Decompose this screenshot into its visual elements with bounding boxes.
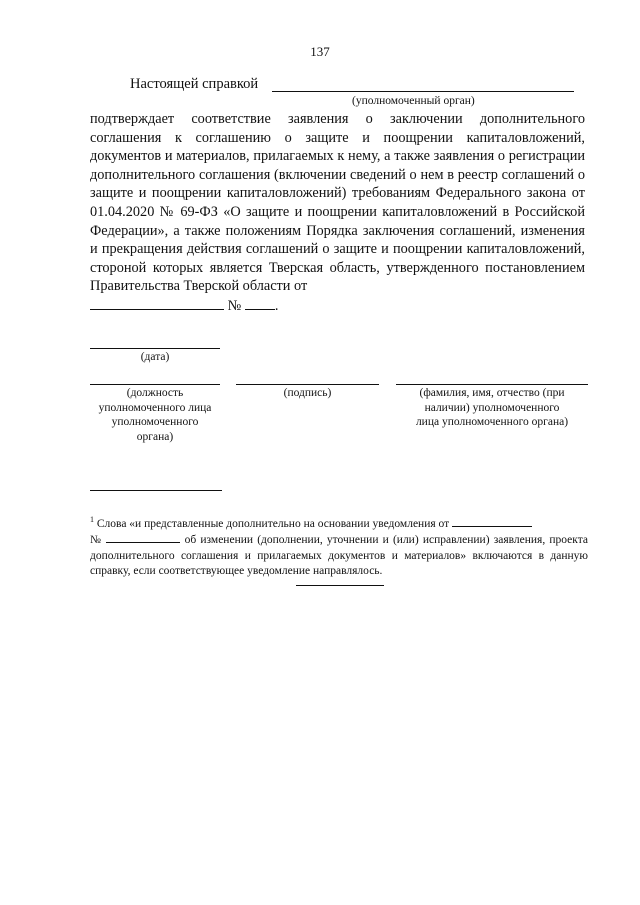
body-text: подтверждает соответствие заявления о заключении дополнительного соглашения к соглашению о защите и поощрении капиталовложений, документов и материалов, прилагаемых к нему, а также заявления о регистрации дополнительного соглашения (включении сведений о нем в реестр соглашений о защите и поощрении капиталовложений) требованиям Федерального закона от 01.04.2020 № 69-ФЗ «О защите и поощрении капиталовложений в Российской Федерации», а также положениям Порядка заключения соглашений, изменения и прекращения действия соглашений о защите и поощрении капиталовложений, стороной которых является Тверская область, утвержденного постановлением Правительства Тверской области от [90, 111, 585, 295]
date-line [90, 348, 220, 349]
name-line [396, 384, 588, 385]
organ-caption: (уполномоченный орган) [352, 95, 475, 107]
signature-line [236, 384, 379, 385]
date-caption: (дата) [140, 351, 170, 363]
date-fill-line [90, 296, 224, 310]
body-end: . [274, 297, 279, 314]
number-fill-line [245, 296, 275, 310]
page-number: 137 [310, 44, 330, 59]
position-caption: (должность уполномоченного лица уполномоченного органа) [98, 387, 212, 443]
footnote-separator [90, 490, 222, 491]
footnote-date-line [452, 516, 532, 527]
footnote-number-line [106, 532, 180, 543]
position-line [90, 384, 220, 385]
organ-fill-line [272, 91, 574, 92]
number-sign: № [227, 297, 242, 314]
name-caption: (фамилия, имя, отчество (при наличии) уполномоченного лица уполномоченного органа) [415, 387, 569, 428]
footnote [90, 512, 588, 580]
end-separator [296, 585, 384, 586]
signature-caption: (подпись) [283, 387, 332, 399]
footnote-part2: об изменении (дополнении, уточнении и (или) исправлении) заявления, проекта дополнительного соглашения и прилагаемых документов и материалов» включаются в данную справку, если соответствующее уведомление направлялось. [90, 534, 588, 578]
body-paragraph [90, 110, 585, 316]
footnote-part1: Слова «и представленные дополнительно на основании уведомления от [96, 518, 450, 530]
footnote-marker: 1 [90, 515, 94, 524]
intro-label: Настоящей справкой [130, 76, 259, 92]
footnote-number-sign: № [90, 534, 103, 547]
